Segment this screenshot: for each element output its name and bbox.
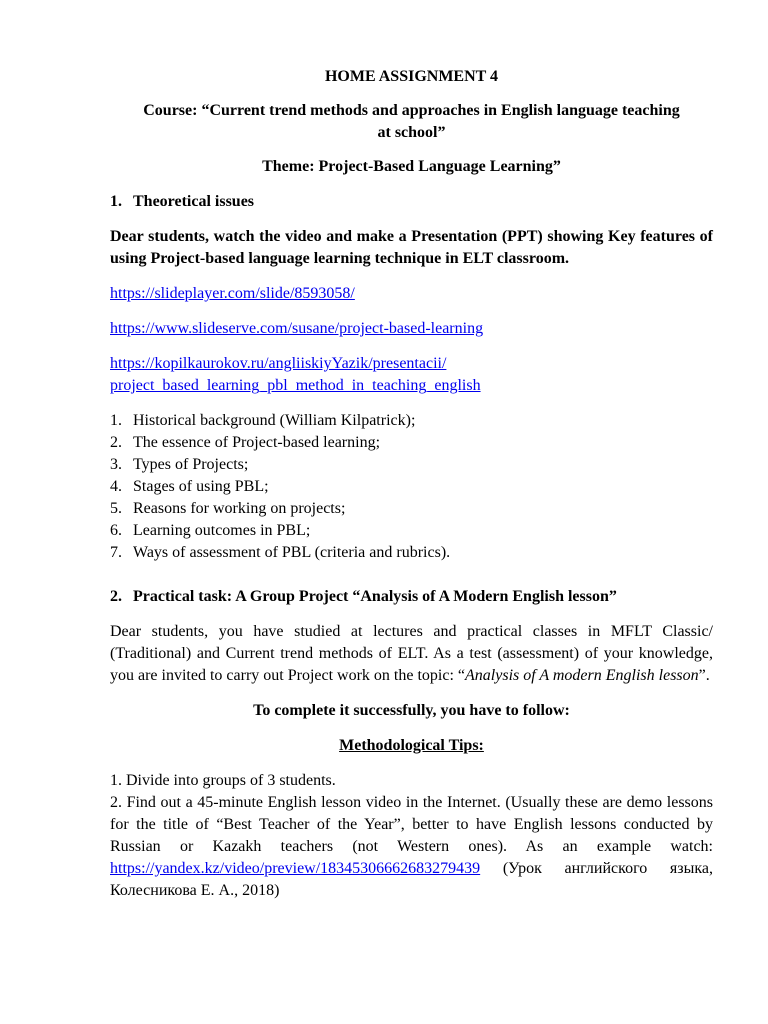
slideserve-link[interactable]: https://www.slideserve.com/susane/project-based-learning (110, 320, 484, 337)
section1-intro: Dear students, watch the video and make a Presentation (PPT) showing Key features of using Project-based language learning technique in ELT classroom. (110, 228, 713, 267)
paragraph-text-end: ”. (698, 667, 710, 684)
list-item-number: 2. (110, 434, 122, 451)
kopilkaurokov-link-line1: https://kopilkaurokov.ru/angliiskiyYazik/presentacii/ (110, 355, 447, 372)
list-item-number: 6. (110, 522, 122, 539)
section2-paragraph (110, 621, 713, 687)
list-item (110, 454, 713, 476)
paragraph-text: Dear students, you have studied at lectures and practical classes in MFLT Classic/ (Traditional) and Current trend methods of ELT. As a test (assessment) of your knowledge, you are invited to carry out Project work on the topic: “ (110, 623, 713, 684)
course-title: Course: “Current trend methods and approaches in English language teaching at school” (143, 102, 680, 141)
follow-heading: To complete it successfully, you have to follow: (253, 702, 570, 719)
list-item-text: Historical background (William Kilpatrick); (133, 412, 416, 429)
section1-heading (110, 191, 713, 213)
section1-number: 1. (110, 193, 122, 210)
kopilkaurokov-link[interactable] (110, 355, 481, 394)
section1-heading-text: Theoretical issues (133, 193, 255, 210)
list-item-text: Types of Projects; (133, 456, 249, 473)
section2-heading (110, 586, 713, 608)
step-2-text-end: (Урок английского языка, Колесникова Е. А., 2018) (110, 860, 713, 899)
section2-number: 2. (110, 588, 122, 605)
topics-list (110, 410, 713, 564)
list-item (110, 542, 713, 564)
list-item-text: Learning outcomes in PBL; (133, 522, 311, 539)
list-item (110, 432, 713, 454)
list-item (110, 498, 713, 520)
list-item-text: Reasons for working on projects; (133, 500, 346, 517)
paragraph-italic-topic: Analysis of A modern English lesson (465, 667, 699, 684)
list-item (110, 476, 713, 498)
step-2 (110, 792, 713, 902)
list-item-number: 5. (110, 500, 122, 517)
page-title: HOME ASSIGNMENT 4 (324, 68, 499, 85)
list-item-number: 1. (110, 412, 122, 429)
theme-title: Theme: Project-Based Language Learning” (262, 158, 561, 175)
list-item-text: Stages of using PBL; (133, 478, 269, 495)
yandex-video-link[interactable]: https://yandex.kz/video/preview/18345306662683279439 (110, 860, 481, 877)
section2-heading-text: Practical task: A Group Project “Analysis of A Modern English lesson” (133, 588, 617, 605)
step-2-text: 2. Find out a 45-minute English lesson video in the Internet. (Usually these are demo lessons for the title of “Best Teacher of the Year”, better to have English lessons conducted by Russian or Kazakh teachers (not Western ones). As an example watch: (110, 794, 713, 855)
step-1: 1. Divide into groups of 3 students. (110, 772, 336, 789)
list-item-number: 7. (110, 544, 122, 561)
tips-heading: Methodological Tips: (339, 737, 484, 754)
list-item-text: The essence of Project-based learning; (133, 434, 381, 451)
list-item-number: 4. (110, 478, 122, 495)
list-item-text: Ways of assessment of PBL (criteria and rubrics). (133, 544, 451, 561)
list-item (110, 410, 713, 432)
kopilkaurokov-link-line2: project_based_learning_pbl_method_in_teaching_english (110, 377, 481, 394)
slideplayer-link[interactable]: https://slideplayer.com/slide/8593058/ (110, 285, 355, 302)
list-item (110, 520, 713, 542)
list-item-number: 3. (110, 456, 122, 473)
